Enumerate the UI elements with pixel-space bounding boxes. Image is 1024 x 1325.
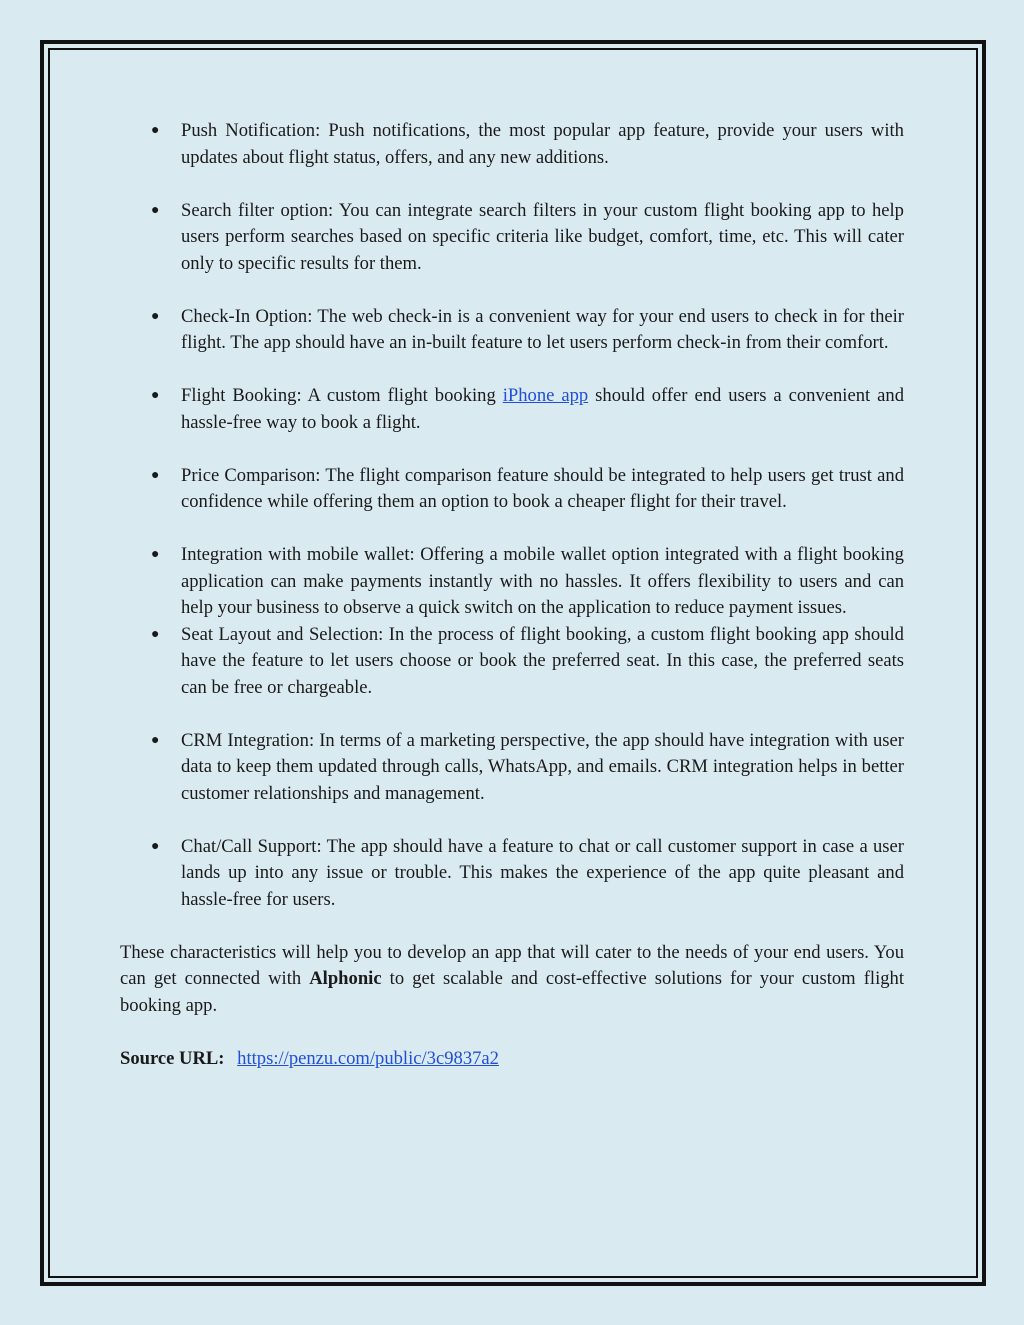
list-item-chat-support xyxy=(120,834,904,914)
source-label: Source URL: xyxy=(120,1047,225,1069)
item-text: The app should have a feature to chat or call customer support in case a user lands up into any issue or trouble. This makes the experience of the app quite pleasant and hassle-free for users. xyxy=(181,835,904,910)
item-text: The web check-in is a convenient way for your end users to check in for their flight. The app should have an in-built feature to let users perform check-in from their comfort. xyxy=(181,305,904,353)
item-title: Chat/Call Support: xyxy=(181,835,322,857)
bullet-icon: ● xyxy=(151,467,160,483)
item-title: CRM Integration: xyxy=(181,729,315,751)
closing-line-2-after: to get scalable and cost-effective solutions for your custom flight booking app. xyxy=(120,968,904,1016)
source-line xyxy=(120,1046,904,1073)
list-item-seat-layout xyxy=(120,622,904,702)
closing-line-2-before: You can get connected with xyxy=(120,941,904,989)
item-title: Search filter option: xyxy=(181,199,334,221)
list-item-search-filter xyxy=(120,198,904,278)
bullet-icon: ● xyxy=(151,123,160,138)
document-body xyxy=(120,118,904,1099)
item-title: Check-In Option: xyxy=(181,305,313,327)
feature-list xyxy=(120,118,904,913)
item-text: The flight comparison feature should be integrated to help users get trust and confidence while offering them an option to book a cheaper flight for their travel. xyxy=(181,464,904,512)
bullet-icon: ● xyxy=(151,547,160,562)
item-text: should offer end users a convenient and hassle-free way to book a flight. xyxy=(181,385,904,433)
bullet-icon: ● xyxy=(151,308,160,324)
item-text: Offering a mobile wallet option integrated with a flight booking application can make payments instantly with no hassles. It offers flexibility to users and can help your business to observe a quick switch on the application to reduce payment issues. xyxy=(181,544,904,618)
item-text: You can integrate search filters in your custom flight booking app to help users perform searches based on specific criteria like budget, comfort, time, etc. This will cater only to specific results for them. xyxy=(181,199,904,274)
source-url-link[interactable]: https://penzu.com/public/3c9837a2 xyxy=(237,1047,499,1069)
item-title: Seat Layout and Selection: xyxy=(181,623,384,645)
list-item-mobile-wallet xyxy=(120,542,904,622)
list-item-flight-booking xyxy=(120,383,904,436)
list-item-crm-integration xyxy=(120,728,904,808)
item-title: Price Comparison: xyxy=(181,464,321,486)
iphone-app-link[interactable]: iPhone app xyxy=(502,385,589,406)
bullet-icon: ● xyxy=(151,388,160,403)
item-text: Push notifications, the most popular app feature, provide your users with updates about flight status, offers, and any new additions. xyxy=(181,120,904,168)
item-title: Push Notification: xyxy=(181,120,321,141)
closing-line-1: These characteristics will help you to develop an app that will cater to the needs of your end users. xyxy=(120,941,869,963)
closing-paragraph xyxy=(120,940,904,1020)
list-item-check-in xyxy=(120,304,904,357)
bullet-icon: ● xyxy=(151,626,160,642)
brand-name: Alphonic xyxy=(309,968,382,989)
item-text: A custom flight booking xyxy=(307,385,496,406)
bullet-icon: ● xyxy=(151,202,160,218)
list-item-price-comparison xyxy=(120,463,904,516)
item-title: Integration with mobile wallet: xyxy=(181,544,415,565)
bullet-icon: ● xyxy=(151,838,160,854)
item-title: Flight Booking: xyxy=(181,385,302,406)
list-item-push-notification xyxy=(120,118,904,171)
item-text: In terms of a marketing perspective, the app should have integration with user data to keep them updated through calls, WhatsApp, and emails. CRM integration helps in better customer relationships and management. xyxy=(181,729,904,804)
bullet-icon: ● xyxy=(151,732,160,748)
item-text: In the process of flight booking, a custom flight booking app should have the feature to let users choose or book the preferred seat. In this case, the preferred seats can be free or chargeable. xyxy=(181,623,904,698)
